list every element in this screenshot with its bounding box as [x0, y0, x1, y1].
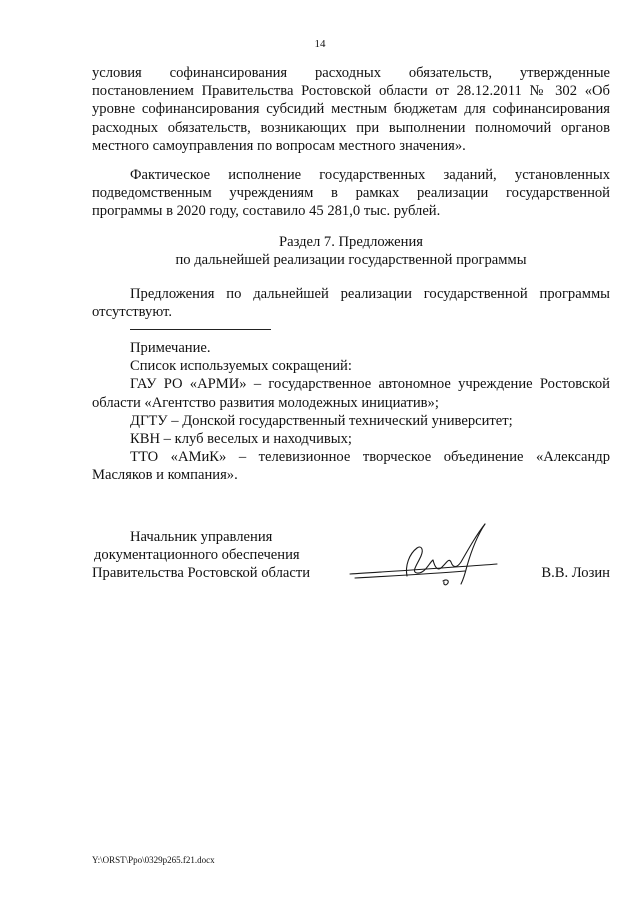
- abbreviation-item: ГАУ РО «АРМИ» – государственное автономное учреждение Ростовской области «Агентство развития молодежных инициатив»;: [92, 376, 610, 411]
- paragraph-2-text: Фактическое исполнение государственных заданий, установленных подведомственным учреждениям в рамках реализации государственной программы в 2020 году, составило 45 281,0 тыс. рублей.: [92, 167, 610, 220]
- notes-heading: Примечание.: [130, 340, 211, 356]
- paragraph-proposals: [92, 285, 610, 321]
- section-subtitle: по дальнейшей реализации государственной программы: [175, 252, 527, 269]
- signatory-title: [92, 528, 310, 583]
- notes-block: [92, 339, 610, 485]
- paragraph-cofinancing: [92, 64, 610, 155]
- abbreviation-item: ТТО «АМиК» – телевизионное творческое объединение «Александр Масляков и компания».: [92, 449, 610, 484]
- handwritten-signature: [345, 518, 505, 593]
- abbreviation-item: ДГТУ – Донской государственный технический университет;: [130, 412, 513, 429]
- paragraph-1-text: условия софинансирования расходных обязательств, утвержденные постановлением Правительства Ростовской области от 28.12.2011 № 302 «Об уровне софинансирования субсидий местным бюджетам для софинансирования расходных обязательств, возникающих при выполнении полномочий органов местного самоуправления по вопросам местного значения».: [92, 65, 610, 154]
- abbreviations-title: Список используемых сокращений:: [130, 358, 352, 375]
- section-title: Раздел 7. Предложения: [279, 234, 423, 250]
- section-heading: [92, 233, 610, 269]
- notes-divider: [130, 329, 271, 330]
- abbreviation-item: КВН – клуб веселых и находчивых;: [130, 431, 352, 448]
- paragraph-3-text: Предложения по дальнейшей реализации государственной программы отсутствуют.: [92, 286, 610, 321]
- signatory-name: В.В. Лозин: [541, 565, 610, 581]
- signatory-title-line: Правительства Ростовской области: [92, 565, 311, 582]
- paragraph-state-tasks: [92, 166, 610, 221]
- file-path-footer: Y:\ORST\Ppo\0329p265.f21.docx: [92, 855, 215, 865]
- signatory-title-line: Начальник управления: [130, 529, 273, 545]
- page-number: 14: [314, 38, 326, 50]
- signatory-title-line: документационного обеспечения: [94, 547, 300, 564]
